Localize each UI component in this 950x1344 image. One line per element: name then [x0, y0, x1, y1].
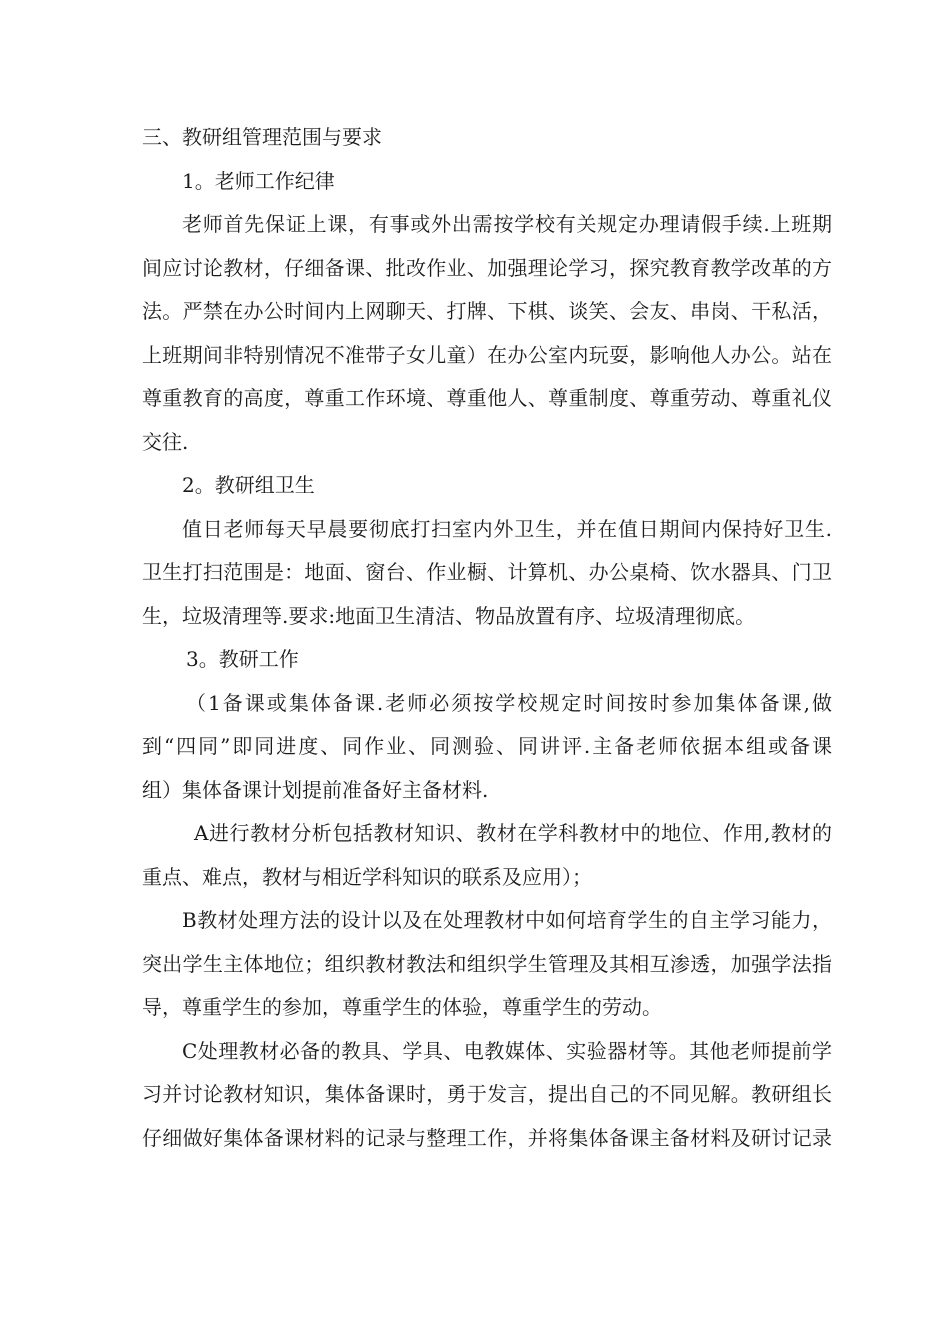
subsection-title-2: 2。教研组卫生	[182, 473, 315, 497]
subsection-title-3: 3。教研工作	[186, 647, 299, 671]
paragraph-line: 组）集体备课计划提前准备好主备材料.	[142, 777, 489, 802]
paragraph-line: 卫生打扫范围是：地面、窗台、作业橱、计算机、办公桌椅、饮水器具、门卫	[142, 560, 832, 584]
subsection-title-1: 1。老师工作纪律	[182, 168, 335, 193]
paragraph-line: 到“四同”即同进度、同作业、同测验、同讲评.主备老师依据本组或备课	[142, 734, 832, 758]
paragraph-line: 交往.	[142, 429, 189, 454]
paragraph-line: 尊重教育的高度，尊重工作环境、尊重他人、尊重制度、尊重劳动、尊重礼仪	[142, 386, 832, 410]
paragraph-line: 法。严禁在办公时间内上网聊天、打牌、下棋、谈笑、会友、串岗、干私活，	[142, 299, 832, 323]
paragraph-line: 重点、难点，教材与相近学科知识的联系及应用）；	[142, 864, 592, 889]
paragraph-line: C处理教材必备的教具、学具、电教媒体、实验器材等。其他老师提前学	[182, 1038, 832, 1063]
paragraph-line: 上班期间非特别情况不准带子女儿童）在办公室内玩耍，影响他人办公。站在	[142, 342, 832, 367]
section-heading: 三、教研组管理范围与要求	[142, 125, 382, 149]
document-body	[142, 116, 832, 1160]
paragraph-line: 仔细做好集体备课材料的记录与整理工作，并将集体备课主备材料及研讨记录	[142, 1125, 832, 1150]
paragraph-line: 突出学生主体地位；组织教材教法和组织学生管理及其相互渗透，加强学法指	[142, 951, 832, 976]
paragraph-line: 值日老师每天早晨要彻底打扫室内外卫生，并在值日期间内保持好卫生.	[182, 516, 832, 541]
paragraph-line: 间应讨论教材，仔细备课、批改作业、加强理论学习，探究教育教学改革的方	[142, 255, 832, 280]
paragraph-line: 导，尊重学生的参加，尊重学生的体验，尊重学生的劳动。	[142, 995, 662, 1019]
paragraph-line: A进行教材分析包括教材知识、教材在学科教材中的地位、作用,教材的	[194, 821, 832, 845]
paragraph-line: B教材处理方法的设计以及在处理教材中如何培育学生的自主学习能力，	[182, 908, 832, 932]
paragraph-line: 习并讨论教材知识，集体备课时，勇于发言，提出自己的不同见解。教研组长	[142, 1082, 832, 1106]
paragraph-line: （1备课或集体备课.老师必须按学校规定时间按时参加集体备课,做	[186, 690, 832, 715]
paragraph-line: 生，垃圾清理等.要求:地面卫生清洁、物品放置有序、垃圾清理彻底。	[142, 603, 756, 628]
paragraph-line: 老师首先保证上课，有事或外出需按学校有关规定办理请假手续.上班期	[182, 212, 832, 236]
